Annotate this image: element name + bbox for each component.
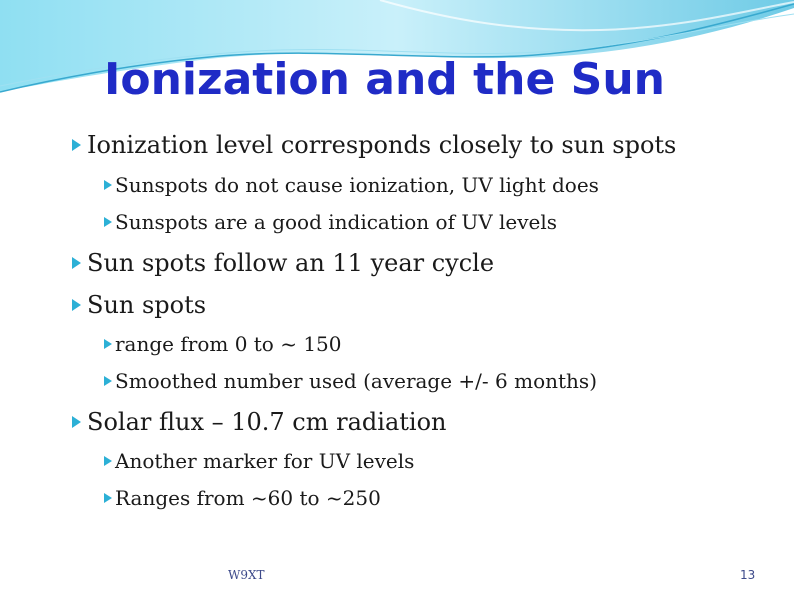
bullet-arrow-icon xyxy=(104,217,112,227)
slide-page-number: 13 xyxy=(740,568,756,582)
bullet-11-year-cycle xyxy=(72,251,494,275)
sub-bullet-uv-indication xyxy=(104,212,557,232)
footer-callsign: W9XT xyxy=(228,568,265,582)
bullet-text: Sunspots do not cause ionization, UV light does xyxy=(115,173,599,197)
bullet-arrow-icon xyxy=(104,493,112,503)
bullet-text: Another marker for UV levels xyxy=(115,449,415,473)
bullet-text: Sun spots follow an 11 year cycle xyxy=(87,249,495,277)
bullet-arrow-icon xyxy=(72,416,81,428)
sub-bullet-range xyxy=(104,334,342,354)
slide-title: Ionization and the Sun xyxy=(104,54,665,105)
bullet-ionization-level xyxy=(72,133,676,157)
bullet-arrow-icon xyxy=(104,376,112,386)
bullet-arrow-icon xyxy=(72,299,81,311)
bullet-text: range from 0 to ~ 150 xyxy=(115,332,342,356)
bullet-solar-flux xyxy=(72,410,446,434)
bullet-text: Solar flux – 10.7 cm radiation xyxy=(87,408,447,436)
sub-bullet-sunspots-uv xyxy=(104,175,599,195)
bullet-text: Ionization level corresponds closely to sun spots xyxy=(87,131,677,159)
bullet-text: Sunspots are a good indication of UV levels xyxy=(115,210,558,234)
bullet-text: Ranges from ~60 to ~250 xyxy=(115,486,381,510)
bullet-text: Smoothed number used (average +/- 6 months) xyxy=(115,369,597,393)
bullet-sun-spots xyxy=(72,293,206,317)
sub-bullet-smoothed-number xyxy=(104,371,597,391)
bullet-arrow-icon xyxy=(72,139,81,151)
bullet-arrow-icon xyxy=(72,257,81,269)
bullet-arrow-icon xyxy=(104,339,112,349)
bullet-arrow-icon xyxy=(104,180,112,190)
sub-bullet-uv-marker xyxy=(104,451,414,471)
bullet-text: Sun spots xyxy=(87,291,207,319)
bullet-arrow-icon xyxy=(104,456,112,466)
sub-bullet-flux-range xyxy=(104,488,381,508)
